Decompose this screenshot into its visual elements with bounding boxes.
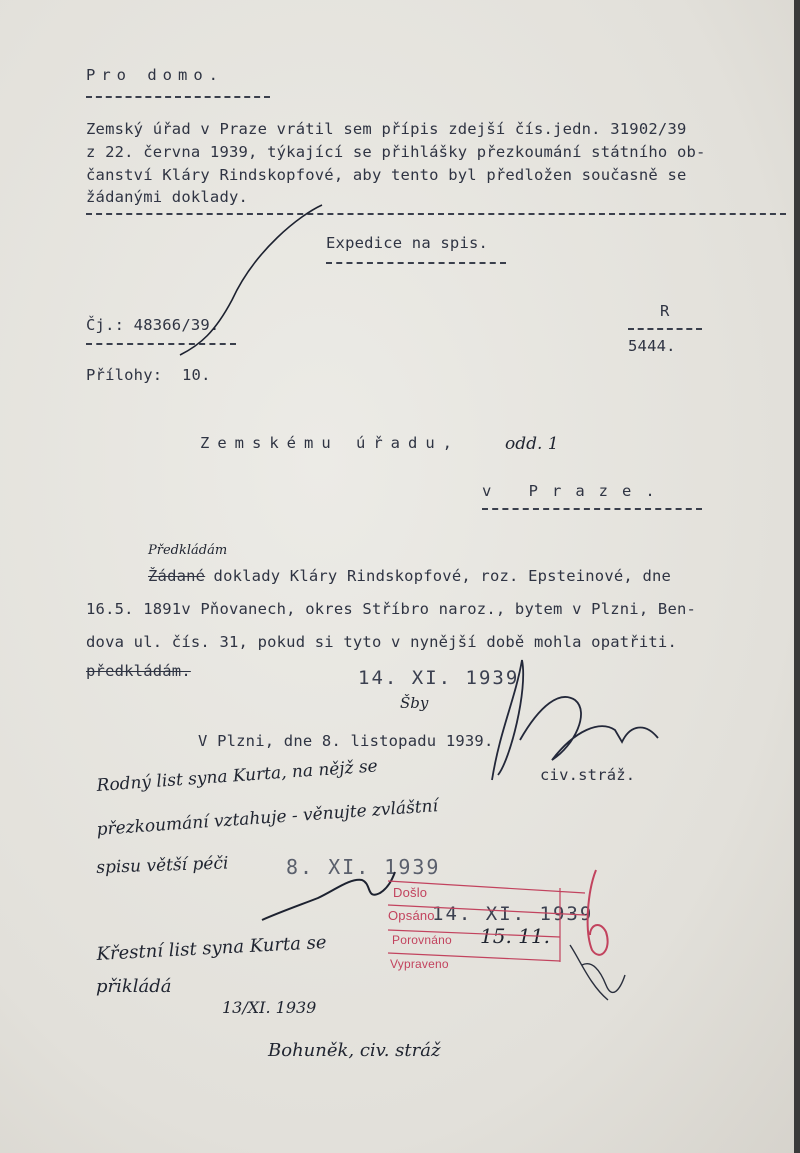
red-stamp-frame [388, 881, 585, 962]
r-number: 5444. [628, 337, 676, 355]
note-1-line-1: Rodný list syna Kurta, na nějž se [96, 756, 379, 796]
note-2-signature: Bohuněk, civ. stráž [268, 1040, 441, 1061]
city-line: v Praze. [482, 482, 669, 500]
paper-edge [794, 0, 800, 1153]
signature-title: civ.stráž. [540, 766, 636, 784]
note-2-line-1: Křestní list syna Kurta se [96, 931, 328, 965]
inserted-word-handwritten: Předkládám [148, 543, 228, 558]
recipient-handwritten-dept: odd. 1 [505, 434, 559, 454]
note-1-line-3: spisu větší péči [96, 853, 229, 878]
struck-word: Žádané [148, 567, 206, 585]
note-1-line-2: přezkoumání vztahuje - věnujte zvláštní [96, 796, 439, 840]
header-line-3: čanství Kláry Rindskopfové, aby tento byl předložen současně se [86, 166, 687, 184]
note-2-date: 13/XI. 1939 [222, 998, 317, 1017]
prilohy-value: 10. [182, 366, 211, 384]
reference-number: Čj.: 48366/39. [86, 316, 220, 334]
header-line-4: žádanými doklady. [86, 188, 249, 206]
body-line-2: 16.5. 1891v Pňovanech, okres Stříbro naroz., bytem v Plzni, Ben- [86, 600, 697, 618]
note-1-signature [262, 872, 395, 920]
r-letter: R [660, 302, 670, 320]
recipient-line: Zemskému úřadu, [200, 434, 460, 452]
date-stamp-1: 14. XI. 1939 [358, 667, 520, 689]
header-line-1: Zemský úřad v Praze vrátil sem přípis zdejší čís.jedn. 31902/39 [86, 120, 687, 138]
clerk-scribble [570, 945, 625, 1000]
initials-handwritten: Šby [400, 694, 429, 712]
red-mark [588, 870, 608, 955]
red-stamp-opsano-label: Opsáno [388, 908, 435, 923]
note-2-line-2: přikládá [96, 976, 172, 997]
red-stamp-vypraveno-label: Vypraveno [390, 957, 449, 971]
official-signature [492, 660, 658, 780]
diagonal-slash-stroke [180, 205, 322, 355]
header-line-2: z 22. června 1939, týkající se přihlášky přezkoumání státního ob- [86, 143, 706, 161]
body-line-1: doklady Kláry Rindskopfové, roz. Epsteinové, dne [204, 567, 672, 585]
date-line: V Plzni, dne 8. listopadu 1939. [198, 732, 494, 750]
expedice-label: Expedice na spis. [326, 234, 489, 252]
red-stamp-došlo-label: Došlo [393, 885, 428, 900]
red-stamp-porovnano-label: Porovnáno [392, 933, 452, 947]
prilohy-label: Přílohy: [86, 366, 163, 384]
red-stamp-porovnano-value: 15. 11. [480, 924, 550, 948]
pro-domo-heading: Pro domo. [86, 66, 224, 84]
body-line-3: dova ul. čís. 31, pokud si tyto v nynější době mohla opatřiti. [86, 633, 677, 651]
body-line-4-struck: předkládám. [86, 662, 191, 680]
red-stamp-opsano-date: 14. XI. 1939 [432, 903, 594, 925]
date-stamp-2: 8. XI. 1939 [286, 855, 441, 879]
